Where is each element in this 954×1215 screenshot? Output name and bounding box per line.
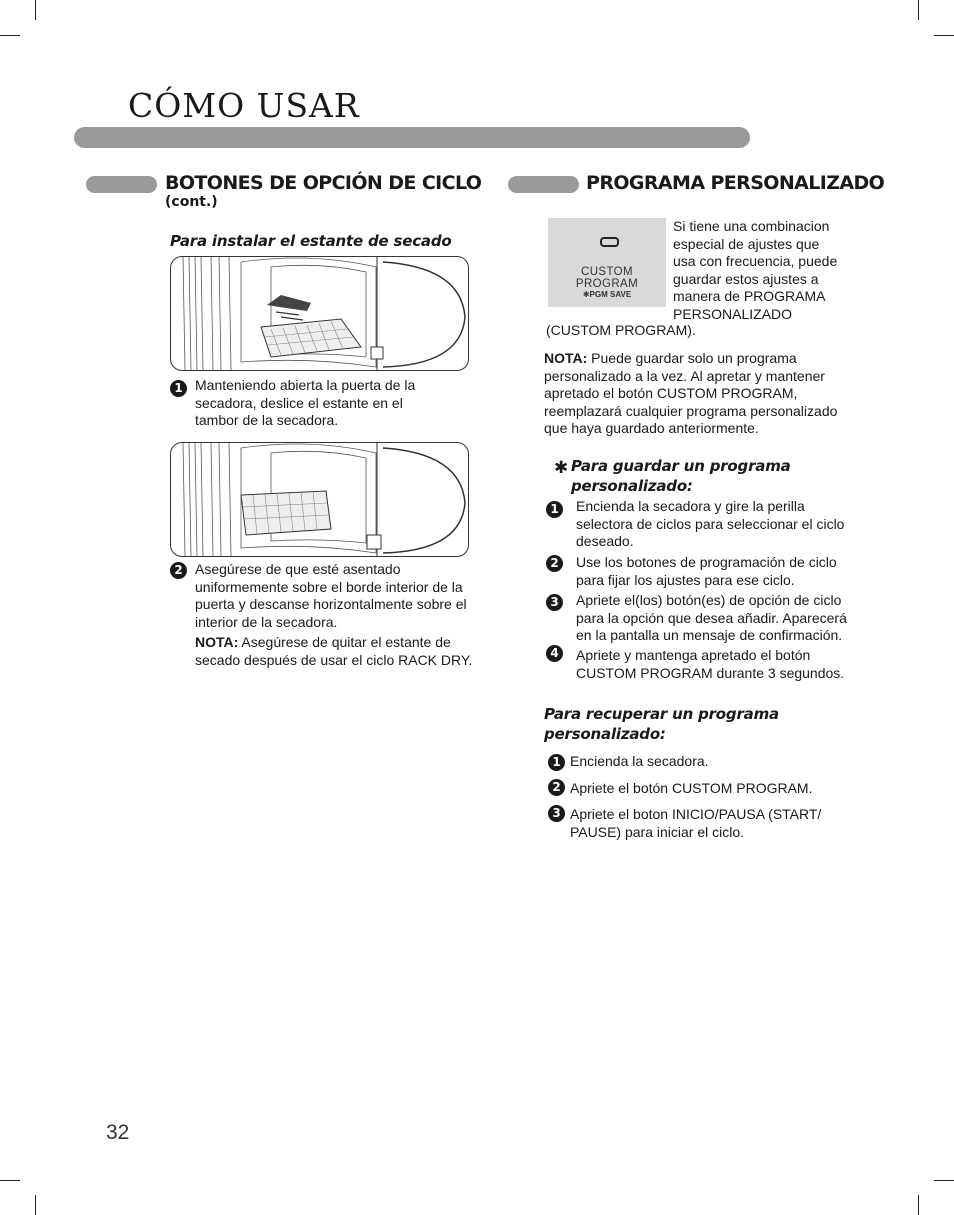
page-number: 32 (106, 1121, 130, 1144)
step-text-line: Apriete el boton INICIO/PAUSA (START/ (570, 806, 822, 822)
right-note (544, 350, 837, 438)
asterisk-icon: ✱ (554, 458, 569, 477)
note-text-line: personalizado a la vez. Al apretar y mantener (544, 367, 825, 384)
intro-text-line: especial de ajustes que (673, 235, 820, 252)
note-label: NOTA: (195, 634, 239, 650)
crop-mark (35, 1195, 36, 1215)
step-number-badge: 2 (170, 562, 187, 579)
step-text (195, 561, 467, 631)
section-heading-left: BOTONES DE OPCIÓN DE CICLO (165, 172, 482, 194)
subheading-line: Para recuperar un programa (544, 705, 779, 723)
step-text-line: interior de la secadora. (195, 613, 338, 630)
step-text-line: deseado. (576, 533, 634, 549)
note-text-line: secado después de usar el ciclo RACK DRY. (195, 651, 473, 668)
custom-program-label-1: CUSTOM (580, 266, 634, 278)
subheading-install-rack: Para instalar el estante de secado (170, 232, 452, 250)
step-number-badge: 1 (170, 380, 187, 397)
step-text-line: PAUSE) para iniciar el ciclo. (570, 823, 745, 840)
step-text-line: uniformemente sobre el borde interior de la (195, 578, 463, 595)
step-text (195, 377, 415, 430)
note-label: NOTA: (544, 350, 588, 366)
dryer-drum-seated-icon (171, 443, 468, 556)
crop-mark (918, 0, 919, 20)
step-text (576, 498, 844, 551)
intro-text (673, 218, 837, 323)
step-text (576, 647, 844, 682)
crop-mark (0, 1180, 20, 1181)
step-number-badge: 2 (548, 779, 565, 796)
dryer-drum-insert-icon (171, 257, 468, 370)
section-heading-cont: (cont.) (165, 194, 218, 210)
crop-mark (934, 1180, 954, 1181)
step-text-line: Apriete el botón CUSTOM PROGRAM. (570, 780, 813, 796)
step-text-line: secadora, deslice el estante en el (195, 394, 403, 411)
step-number-badge: 4 (546, 645, 563, 662)
dryer-rack-illustration-1 (170, 256, 469, 371)
step-text-line: para la opción que desea añadir. Aparecerá (576, 609, 847, 626)
left-note (195, 634, 472, 669)
crop-mark (934, 35, 954, 36)
subheading-line: Para guardar un programa (571, 457, 791, 475)
step-number-badge: 2 (546, 555, 563, 572)
step-number-badge: 3 (546, 594, 563, 611)
step-number-badge: 1 (546, 501, 563, 518)
step-number-badge: 1 (548, 754, 565, 771)
step-text (576, 554, 837, 589)
step-text-line: selectora de ciclos para seleccionar el ciclo (576, 515, 845, 532)
step-text-line: Apriete el(los) botón(es) de opción de ciclo (576, 592, 842, 608)
intro-text-line: usa con frecuencia, puede (673, 253, 838, 269)
section-pill-right (508, 176, 579, 193)
step-text-line: Encienda la secadora. (570, 753, 709, 769)
note-text-line: Asegúrese de quitar el estante de (238, 634, 451, 650)
dryer-rack-illustration-2 (170, 442, 469, 557)
subheading-line: personalizado: (544, 725, 666, 743)
section-heading-right: PROGRAMA PERSONALIZADO (586, 172, 885, 194)
pgm-save-label: ✱PGM SAVE (582, 290, 632, 299)
page-title: CÓMO USAR (128, 86, 360, 125)
custom-program-button-panel (548, 218, 666, 307)
subheading-line: personalizado: (571, 477, 693, 495)
intro-text-line: guardar estos ajustes a (673, 270, 819, 287)
step-number-badge: 3 (548, 805, 565, 822)
intro-text-line: PERSONALIZADO (673, 305, 793, 322)
intro-text-line: manera de PROGRAMA (673, 288, 826, 304)
step-text-line: Apriete y mantenga apretado el botón (576, 647, 811, 663)
crop-mark (35, 0, 36, 20)
step-text (570, 780, 812, 798)
note-text-line: apretado el botón CUSTOM PROGRAM, (544, 385, 798, 401)
step-text (576, 592, 847, 645)
subheading-recall-program (544, 704, 779, 744)
section-pill-left (86, 176, 157, 193)
note-text-line: Puede guardar solo un programa (587, 350, 797, 366)
step-text (570, 806, 821, 841)
step-text (570, 753, 709, 771)
title-divider-bar (74, 127, 750, 148)
step-text-line: Encienda la secadora y gire la perilla (576, 498, 805, 514)
crop-mark (918, 1195, 919, 1215)
note-text-line: que haya guardado anteriormente. (544, 420, 759, 436)
step-text-line: puerta y descanse horizontalmente sobre el (195, 596, 467, 612)
step-text-line: CUSTOM PROGRAM durante 3 segundos. (576, 664, 845, 681)
step-text-line: Use los botones de programación de ciclo (576, 554, 837, 570)
step-text-line: Manteniendo abierta la puerta de la (195, 377, 416, 393)
step-text-line: para fijar los ajustes para ese ciclo. (576, 571, 795, 588)
indicator-light-icon (600, 237, 619, 247)
note-text-line: reemplazará cualquier programa personalizado (544, 402, 838, 419)
intro-text-line: (CUSTOM PROGRAM). (546, 322, 696, 338)
custom-program-label-2: PROGRAM (575, 278, 639, 290)
intro-text-line: Si tiene una combinacion (673, 218, 830, 234)
crop-mark (0, 35, 20, 36)
step-text-line: en la pantalla un mensaje de confirmación. (576, 627, 843, 643)
step-text-line: Asegúrese de que esté asentado (195, 561, 401, 577)
subheading-save-program (571, 456, 791, 496)
step-text-line: tambor de la secadora. (195, 412, 339, 428)
